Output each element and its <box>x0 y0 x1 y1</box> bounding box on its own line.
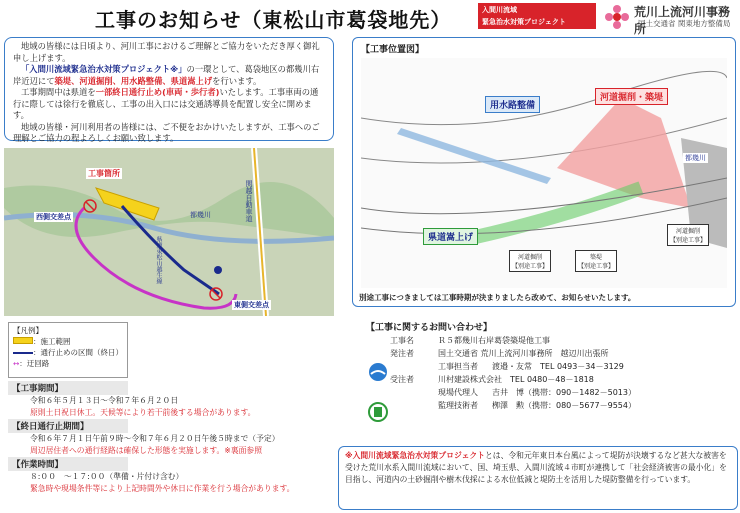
map-label-west: 西側交差点 <box>36 213 71 221</box>
notice-text: を行います。 <box>212 75 262 86</box>
orderer-staff-value: 渡邉・友常 TEL 0493－34－3129 <box>492 362 624 371</box>
project-badge <box>478 3 596 29</box>
project-explanation-heading: ※入間川流域緊急治水対策プロジェクト <box>345 451 485 460</box>
river-label: 都幾川 <box>685 154 706 162</box>
schedule-section <box>8 381 334 495</box>
contact-block <box>360 334 736 412</box>
separate-work-box-1: 河道掘削 【別途工事】 <box>509 250 551 272</box>
notice-text: 工事期間中は県道を <box>21 87 96 97</box>
map-label-expressway: 関越自動車道 <box>245 180 253 222</box>
contractor-logo-icon <box>368 402 388 422</box>
legend-item <box>13 336 123 347</box>
agent-value: 吉井 博（携帯：090－1482－5013） <box>492 388 636 397</box>
work-types: 築堤、河道掘削、用水路整備、県道嵩上げ <box>54 75 213 86</box>
engineer-label: 監理技術者 <box>438 401 478 410</box>
orderer-staff-row <box>360 360 736 373</box>
project-explanation-text: とは、令和元年東日本台風によって堤防が決壊するなど甚大な被害を受けた荒川水系入間川流域において、国、埼玉県、入間川流域４市町が連携して「社会経済被害の最小化」を目指し、河道内の土砂掘削や樹木伐採による水位低減と堤防土を活用した堤防整備を行っています。 <box>345 451 727 484</box>
contractor-label: 受注者 <box>390 375 414 384</box>
period-note: 原則土日祝日休工。天候等により若干前後する場合があります。 <box>30 408 256 417</box>
notice-box <box>4 37 334 141</box>
notice-paragraph-1: 地域の皆様には日頃より、河川工事におけるご理解とご協力をいただき厚く御礼申し上げます。 <box>13 41 320 63</box>
engineer-value: 栁澤 勲（携帯：080－5677－9554） <box>492 401 636 410</box>
ministry-logo-icon <box>604 4 630 30</box>
orderer-label: 発注者 <box>390 349 414 358</box>
office-subtitle: 国土交通省 関東地方整備局 <box>638 19 731 28</box>
agent-label: 現場代理人 <box>438 388 478 397</box>
period-title: 【工事期間】 <box>8 381 128 395</box>
notice-text: いたします。工事車両の通行に際しては徐行を徹底し、工事の出入口には交通誘導員を配置し安全に開めます。 <box>13 87 319 120</box>
notice-paragraph-2 <box>13 64 325 87</box>
location-map-title: 【工事位置図】 <box>361 45 425 55</box>
office-name: 荒川上流河川事務所 <box>634 5 731 36</box>
orderer-value: 国土交通省 荒川上流河川事務所 越辺川出張所 <box>438 349 609 358</box>
notice-text: の一環として、葛袋地区の都幾川右岸近辺にて <box>13 64 320 86</box>
badge-line2: 緊急治水対策プロジェクト <box>482 18 566 26</box>
work-name-value: Ｒ５都幾川右岸葛袋築堤他工事 <box>438 336 550 345</box>
hours-note: 緊急時や現場条件等により上記時間外や休日に作業を行う場合があります。 <box>30 484 295 493</box>
legend-item <box>13 358 123 369</box>
hours-value: ８:００ ～１７:００（準備・片付け含む） <box>30 472 184 481</box>
engineer-row <box>360 399 736 412</box>
closure-title: 【終日通行止期間】 <box>8 419 128 433</box>
map-footnote: 別途工事につきましては工事時期が決まりましたら改めて、お知らせいたします。 <box>359 293 636 302</box>
notice-paragraph-3 <box>13 87 325 122</box>
map-label-road: 県道東松山越生線 <box>155 236 162 284</box>
legend-title: 【凡例】 <box>13 326 43 335</box>
navy-line-swatch <box>13 352 33 354</box>
yellow-swatch <box>13 337 33 344</box>
closure-value: 令和６年７月１日午前９時～令和７年６月２０日午後５時まで（予定） <box>30 434 280 443</box>
closure-highlight: 一部終日通行止め(車両・歩行者) <box>95 87 220 97</box>
work-name-row <box>360 334 736 347</box>
legend-label: ：施工範囲 <box>33 337 71 346</box>
road-raise-label: 県道嵩上げ <box>423 228 478 245</box>
map-label-river: 都幾川 <box>190 211 211 219</box>
legend-item <box>13 347 123 358</box>
legend-label: ：迂回路 <box>19 359 50 368</box>
double-arrow-icon: ↔ <box>13 359 20 368</box>
ministry-emblem-icon <box>368 362 388 382</box>
project-name: 「入間川流域緊急治水対策プロジェクト※」 <box>21 64 187 74</box>
hours-title: 【作業時間】 <box>8 457 128 471</box>
contact-title: 【工事に関するお問い合わせ】 <box>366 323 493 333</box>
excavation-label: 河道掘削・築堤 <box>595 88 668 105</box>
canal-label: 用水路整備 <box>485 96 540 113</box>
area-map <box>4 148 334 316</box>
contractor-row <box>360 373 736 386</box>
project-explanation <box>338 446 738 510</box>
orderer-row <box>360 347 736 360</box>
badge-line1: 入間川流域 <box>482 6 517 14</box>
legend <box>8 322 128 378</box>
agent-row <box>360 386 736 399</box>
work-name-label: 工事名 <box>390 336 414 345</box>
separate-work-box-2: 築堤 【別途工事】 <box>575 250 617 272</box>
legend-label: ：通行止めの区間（終日） <box>33 348 123 357</box>
notice-paragraph-4: 地域の皆様・河川利用者の皆様には、ご不便をおかけいたしますが、工事へのご理解とご協力の程よろしくお願い致します。 <box>13 121 320 143</box>
closure-note: 周辺居住者への通行経路は確保した形態を実施します。※裏面参照 <box>30 446 263 455</box>
map-label-work: 工事箇所 <box>88 169 120 178</box>
period-value: 令和６年５月１３日～令和７年６月２０日 <box>30 396 179 405</box>
page-title: 工事のお知らせ（東松山市葛袋地先） <box>95 8 452 32</box>
contractor-value: 川村建設株式会社 TEL 0480－48－1818 <box>438 375 594 384</box>
location-map-panel <box>352 37 736 307</box>
area-map-graphic <box>4 148 334 316</box>
separate-work-box-3: 河道掘削 【別途工事】 <box>667 224 709 246</box>
orderer-staff-label: 工事担当者 <box>438 362 478 371</box>
map-label-east: 東側交差点 <box>234 301 269 309</box>
